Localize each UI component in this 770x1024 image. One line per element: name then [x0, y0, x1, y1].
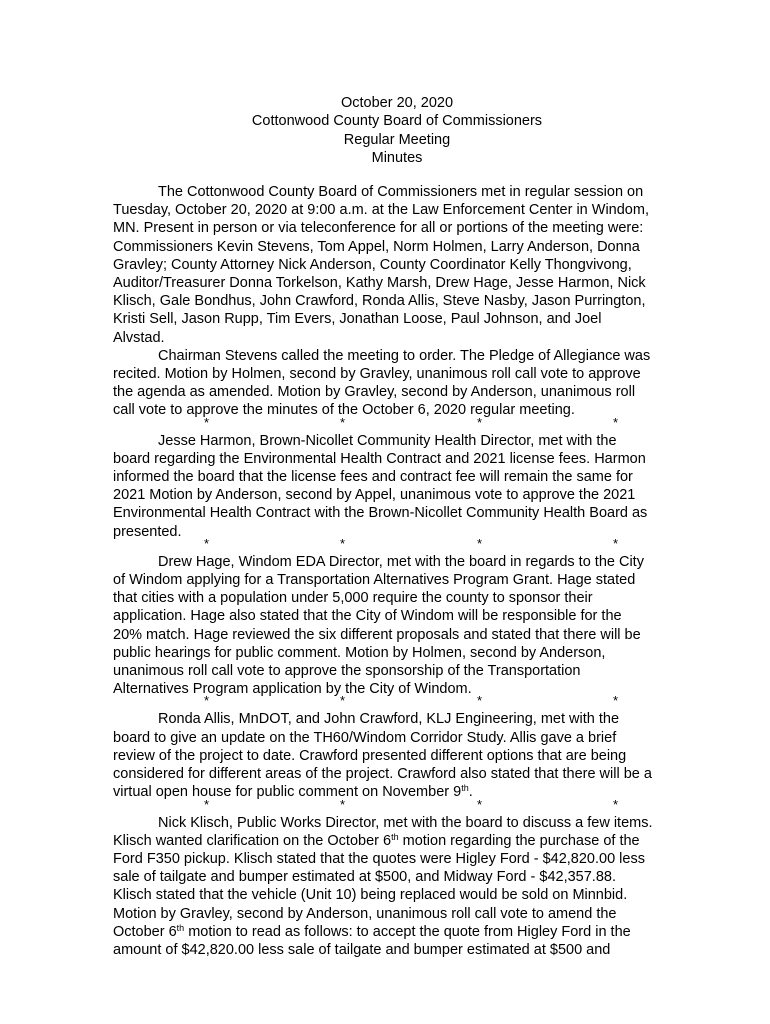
separator-asterisk: * [477, 693, 483, 709]
line-text: October 6 [113, 923, 177, 940]
paragraph-health-contract [113, 432, 683, 541]
document-header [0, 94, 770, 168]
text-line [113, 832, 683, 850]
text-line: The Cottonwood County Board of Commissioners met in regular session on [158, 184, 644, 200]
separator-asterisk: * [613, 796, 619, 812]
text-line: board to give an update on the TH60/Windom Corridor Study. Allis gave a brief [113, 729, 617, 746]
text-line: Drew Hage, Windom EDA Director, met with the board in regards to the City [158, 553, 644, 570]
ordinal-suffix: th [176, 922, 185, 933]
text-line: recited. Motion by Holmen, second by Gravley, unanimous roll call vote to approve [113, 366, 641, 383]
ordinal-suffix: th [391, 831, 399, 842]
text-line: board regarding the Environmental Health Contract and 2021 license fees. Harmon [113, 450, 646, 467]
ordinal-suffix: th [461, 783, 469, 794]
text-line [113, 923, 683, 941]
text-line: Motion by Gravley, second by Anderson, unanimous roll call vote to amend the [113, 905, 617, 922]
section-separator [113, 535, 683, 553]
text-line: that cities with a population under 5,000 require the county to sponsor their [113, 590, 593, 607]
document-body [113, 183, 683, 959]
separator-asterisk: * [613, 414, 619, 430]
text-line: review of the project to date. Crawford presented different options that are being [113, 747, 627, 764]
text-line: informed the board that the license fees and contract fee will remain the same for [113, 469, 633, 486]
text-line: Commissioners Kevin Stevens, Tom Appel, Norm Holmen, Larry Anderson, Donna [113, 238, 640, 255]
separator-asterisk: * [477, 414, 483, 430]
line-text: Klisch wanted clarification on the October 6 [113, 832, 392, 849]
text-line [113, 783, 683, 801]
text-line: considered for different areas of the project. Crawford also stated that there will be a [113, 766, 652, 783]
paragraph-public-works [113, 814, 683, 960]
paragraph-corridor-study [113, 710, 683, 801]
separator-asterisk: * [477, 796, 483, 812]
text-line: Chairman Stevens called the meeting to order. The Pledge of Allegiance was [158, 347, 651, 364]
paragraph-eda-grant [113, 553, 683, 699]
text-line: Alternatives Program application by the City of Windom. [113, 681, 472, 698]
line-text: . [468, 784, 473, 801]
text-line: Environmental Health Contract with the Brown-Nicollet Community Health Board as [113, 505, 648, 522]
separator-asterisk: * [204, 796, 210, 812]
text-line: presented. [113, 523, 182, 540]
separator-asterisk: * [204, 535, 210, 551]
separator-asterisk: * [477, 535, 483, 551]
text-line: Auditor/Treasurer Donna Torkelson, Kathy Marsh, Drew Hage, Jesse Harmon, Nick [113, 275, 646, 292]
text-line: 2021 Motion by Anderson, second by Appel, unanimous vote to approve the 2021 [113, 487, 636, 504]
separator-asterisk: * [613, 693, 619, 709]
paragraph-attendance [113, 183, 683, 347]
text-line: sale of tailgate and bumper estimated at $500, and Midway Ford - $42,357.88. [113, 869, 616, 886]
text-line: Nick Klisch, Public Works Director, met with the board to discuss a few items. [158, 814, 653, 831]
text-line: public hearings for public comment. Motion by Holmen, second by Anderson, [113, 644, 606, 661]
section-separator [113, 693, 683, 710]
text-line: unanimous roll call vote to approve the sponsorship of the Transportation [113, 663, 581, 680]
line-text: motion to read as follows: to accept the quote from Higley Ford in the [184, 923, 631, 940]
document-title: Minutes [371, 150, 423, 167]
line-text: virtual open house for public comment on November 9 [113, 784, 462, 801]
text-line: Klisch stated that the vehicle (Unit 10) being replaced would be sold on Minnbid. [113, 887, 628, 904]
text-line: the agenda as amended. Motion by Gravley, second by Anderson, unanimous roll [113, 384, 636, 401]
text-line: Alvstad. [113, 329, 165, 346]
text-line: MN. Present in person or via teleconference for all or portions of the meeting were: [113, 220, 644, 237]
separator-asterisk: * [340, 693, 346, 709]
text-line: of Windom applying for a Transportation Alternatives Program Grant. Hage stated [113, 572, 636, 589]
separator-asterisk: * [204, 693, 210, 709]
separator-asterisk: * [613, 535, 619, 551]
text-line: Ford F350 pickup. Klisch stated that the quotes were Higley Ford - $42,820.00 less [113, 850, 645, 867]
separator-asterisk: * [340, 535, 346, 551]
text-line: amount of $42,820.00 less sale of tailgate and bumper estimated at $500 and [113, 941, 611, 958]
text-line: Gravley; County Attorney Nick Anderson, County Coordinator Kelly Thongvivong, [113, 256, 632, 273]
section-separator [113, 414, 683, 432]
meeting-type: Regular Meeting [343, 131, 451, 148]
separator-asterisk: * [340, 796, 346, 812]
section-separator [113, 796, 683, 814]
line-text: motion regarding the purchase of the [398, 832, 640, 849]
text-line: Klisch, Gale Bondhus, John Crawford, Ronda Allis, Steve Nasby, Jason Purrington, [113, 293, 646, 310]
text-line: Kristi Sell, Jason Rupp, Tim Evers, Jonathan Loose, Paul Johnson, and Joel [113, 311, 602, 328]
separator-asterisk: * [204, 414, 210, 430]
meeting-date: October 20, 2020 [340, 95, 454, 111]
organization-name: Cottonwood County Board of Commissioners [251, 113, 543, 130]
text-line: call vote to approve the minutes of the October 6, 2020 regular meeting. [113, 402, 575, 419]
text-line: Jesse Harmon, Brown-Nicollet Community Health Director, met with the [158, 432, 617, 449]
paragraph-call-to-order [113, 347, 683, 420]
separator-asterisk: * [340, 414, 346, 430]
text-line: application. Hage also stated that the City of Windom will be responsible for the [113, 608, 622, 625]
text-line: 20% match. Hage reviewed the six different proposals and stated that there will be [113, 626, 641, 643]
text-line: Ronda Allis, MnDOT, and John Crawford, KLJ Engineering, met with the [158, 711, 620, 728]
text-line: Tuesday, October 20, 2020 at 9:00 a.m. at the Law Enforcement Center in Windom, [113, 202, 649, 219]
